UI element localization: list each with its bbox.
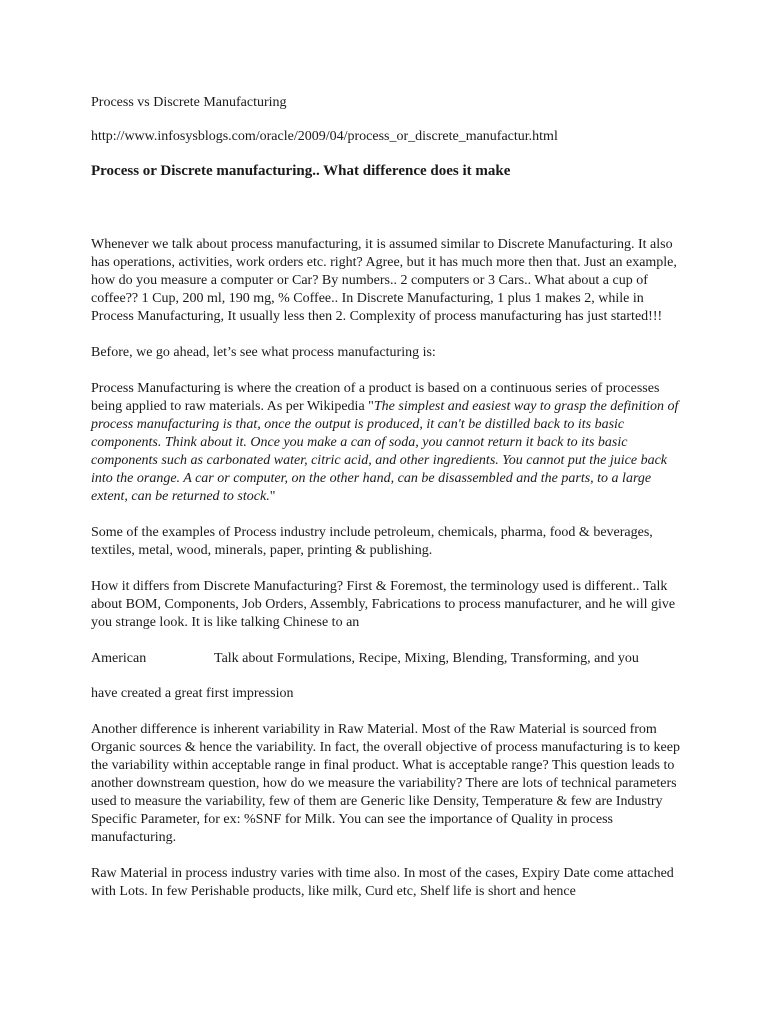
impression-line: have created a great first impression xyxy=(91,686,294,701)
document-title: Process vs Discrete Manufacturing xyxy=(91,95,287,110)
definition-prefix: Process Manufacturing is where the creation of a product is based on a continuous series of processes being applied to raw materials. As per Wikipedia " xyxy=(91,381,660,414)
definition-paragraph xyxy=(91,380,682,506)
variability-paragraph: Another difference is inherent variability in Raw Material. Most of the Raw Material is sourced from Organic sources & hence the variability. In fact, the overall objective of process manufacturing is to keep the variability within acceptable range in final product. What is acceptable range? This question leads to another downstream question, how do we measure the variability? There are lots of technical parameters used to measure the variability, few of them are Generic like Density, Temperature & few are Industry Specific Parameter, for ex: %SNF for Milk. You can see the importance of Quality in process manufacturing. xyxy=(91,722,680,845)
american-line xyxy=(91,650,682,668)
intro-paragraph: Whenever we talk about process manufacturing, it is assumed similar to Discrete Manufacturing. It also has operations, activities, work orders etc. right? Agree, but it has much more then that. Just an example, how do you measure a computer or Car? By numbers.. 2 computers or 3 Cars.. What about a cup of coffee?? 1 Cup, 200 ml, 190 mg, % Coffee.. In Discrete Manufacturing, 1 plus 1 makes 2, while in Process Manufacturing, It usually less then 2. Complexity of process manufacturing has just started!!! xyxy=(91,237,677,324)
american-continuation: Talk about Formulations, Recipe, Mixing, Blending, Transforming, and you xyxy=(214,651,639,666)
before-paragraph: Before, we go ahead, let’s see what process manufacturing is: xyxy=(91,345,436,360)
raw-material-paragraph: Raw Material in process industry varies with time also. In most of the cases, Expiry Date come attached with Lots. In few Perishable products, like milk, Curd etc, Shelf life is short and hence xyxy=(91,866,674,899)
article-heading: Process or Discrete manufacturing.. What difference does it make xyxy=(91,163,511,179)
american-word: American xyxy=(91,651,147,666)
wikipedia-quote: The simplest and easiest way to grasp the definition of process manufacturing is that, once the output is produced, it can't be distilled back to its basic components. Think about it. Once you make a can of soda, you cannot return it back to its basic components such as carbonated water, citric acid, and other ingredients. You cannot put the juice back into the orange. A car or computer, on the other hand, can be disassembled and the parts, to a large extent, can be returned to stock. xyxy=(91,399,679,504)
differs-paragraph: How it differs from Discrete Manufacturing? First & Foremost, the terminology used is different.. Talk about BOM, Components, Job Orders, Assembly, Fabrications to process manufacturer, and he will give you strange look. It is like talking Chinese to an xyxy=(91,579,676,630)
source-url: http://www.infosysblogs.com/oracle/2009/04/process_or_discrete_manufactur.html xyxy=(91,129,558,144)
definition-suffix: " xyxy=(269,489,276,504)
examples-paragraph: Some of the examples of Process industry include petroleum, chemicals, pharma, food & beverages, textiles, metal, wood, minerals, paper, printing & publishing. xyxy=(91,525,653,558)
